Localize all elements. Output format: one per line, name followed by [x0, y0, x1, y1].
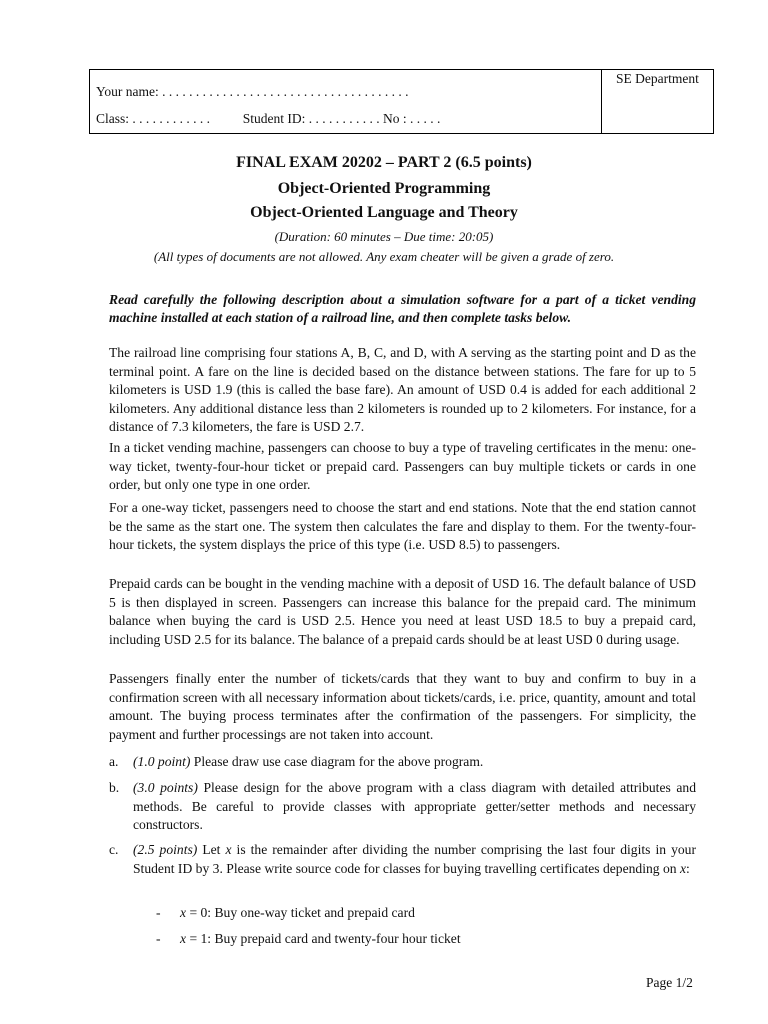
task-body: Please draw use case diagram for the above program.	[190, 754, 484, 769]
task-points: (2.5 points)	[133, 842, 198, 857]
rules-note: (All types of documents are not allowed. Any exam cheater will be given a grade of zero.	[153, 249, 615, 264]
task-label: a.	[109, 754, 119, 769]
task-a	[109, 753, 696, 772]
paragraph-fare: The railroad line comprising four stations A, B, C, and D, with A serving as the starting point and D as the terminal point. A fare on the line is decided based on the distance between stations. The fare for up to 5 kilometers is USD 1.9 (this is called the base fare). An amount of USD 0.4 is added for each additional 2 kilometers. Any additional distance less than 2 kilometers is rounded up to 2 kilometers. For instance, for a distance of 7.3 kilometers, the fare is USD 2.7.	[109, 345, 696, 434]
student-id-dots: . . . . . . . . . . .	[308, 111, 380, 126]
course-subtitle: Object-Oriented Language and Theory	[250, 204, 518, 221]
bullet-dash: -	[156, 931, 161, 946]
var-x: x	[225, 842, 232, 857]
student-id-label: Student ID:	[242, 111, 306, 126]
var-x: x	[679, 860, 687, 876]
task-body: Please design for the above program with a class diagram with detailed attributes and methods. Be careful to provide classes with appropriate getter/setter methods and necessary constructors.	[133, 780, 696, 832]
name-label: Your name:	[96, 84, 159, 99]
task-points: (3.0 points)	[133, 780, 198, 795]
subitem-text: = 0: Buy one-way ticket and prepaid card	[186, 905, 415, 920]
task-label: c.	[109, 842, 119, 857]
exam-title: FINAL EXAM 20202 – PART 2 (6.5 points)	[236, 154, 532, 171]
task-text	[133, 753, 696, 772]
subitem-x1	[156, 930, 461, 948]
subitem-text: = 1: Buy prepaid card and twenty-four hour ticket	[186, 931, 461, 946]
task-text	[133, 779, 696, 835]
var-x: x	[180, 905, 187, 920]
page-number: Page 1/2	[646, 975, 693, 990]
task-body: is the remainder after dividing the number comprising the last four digits in your Student ID by 3. Please write source code for classes for buying travelling certificates depending on	[133, 842, 696, 876]
department-label: SE Department	[616, 71, 699, 86]
task-c	[109, 841, 696, 878]
class-dots: . . . . . . . . . . . .	[132, 111, 211, 126]
paragraph-menu: In a ticket vending machine, passengers can choose to buy a type of traveling certificates in the menu: one-way ticket, twenty-four-hour ticket or prepaid card. Passengers can buy multiple tickets or cards in one order, but only one type in one order.	[109, 440, 696, 492]
name-dots: . . . . . . . . . . . . . . . . . . . . . . . . . . . . . . . . . . . . .	[162, 84, 409, 99]
bullet-dash: -	[156, 905, 161, 920]
subitem-x0	[156, 904, 415, 922]
task-body: :	[686, 860, 690, 876]
paragraph-prepaid: Prepaid cards can be bought in the vending machine with a deposit of USD 16. The default balance of USD 5 is then displayed in screen. Passengers can increase this balance for the prepaid card. The minimum balance when buying the card is USD 2.5. Hence you need at least USD 18.5 to buy a prepaid card, including USD 2.5 for its balance. The balance of a prepaid cards should be at least USD 0 during usage.	[109, 576, 696, 647]
duration-note: (Duration: 60 minutes – Due time: 20:05)	[274, 229, 494, 244]
course-title: Object-Oriented Programming	[277, 180, 491, 197]
paragraph-one-way: For a one-way ticket, passengers need to choose the start and end stations. Note that the end station cannot be the same as the start one. The system then calculates the fare and display to them. For the twenty-four-hour tickets, the system displays the price of this type (i.e. USD 8.5) to passengers.	[109, 500, 696, 552]
task-points: (1.0 point)	[133, 754, 191, 769]
class-label: Class:	[96, 111, 130, 126]
header-divider	[601, 70, 602, 133]
task-b	[109, 779, 696, 835]
var-x: x	[180, 931, 187, 946]
paragraph-confirmation: Passengers finally enter the number of tickets/cards that they want to buy and confirm to buy in a confirmation screen with all necessary information about tickets/cards, i.e. price, quantity, amount and total amount. The buying process terminates after the confirmation of the passengers. For simplicity, the payment and further processings are not taken into account.	[109, 671, 696, 742]
task-label: b.	[109, 780, 120, 795]
name-row	[96, 84, 409, 100]
student-info-box	[89, 69, 714, 134]
class-row	[96, 111, 440, 127]
task-text	[133, 841, 696, 878]
intro-instruction: Read carefully the following description about a simulation software for a part of a ticket vending machine installed at each station of a railroad line, and then complete tasks below.	[109, 292, 696, 325]
task-body: Let	[197, 842, 226, 857]
no-dots: . . . . .	[410, 111, 441, 126]
no-label: No :	[383, 111, 407, 126]
